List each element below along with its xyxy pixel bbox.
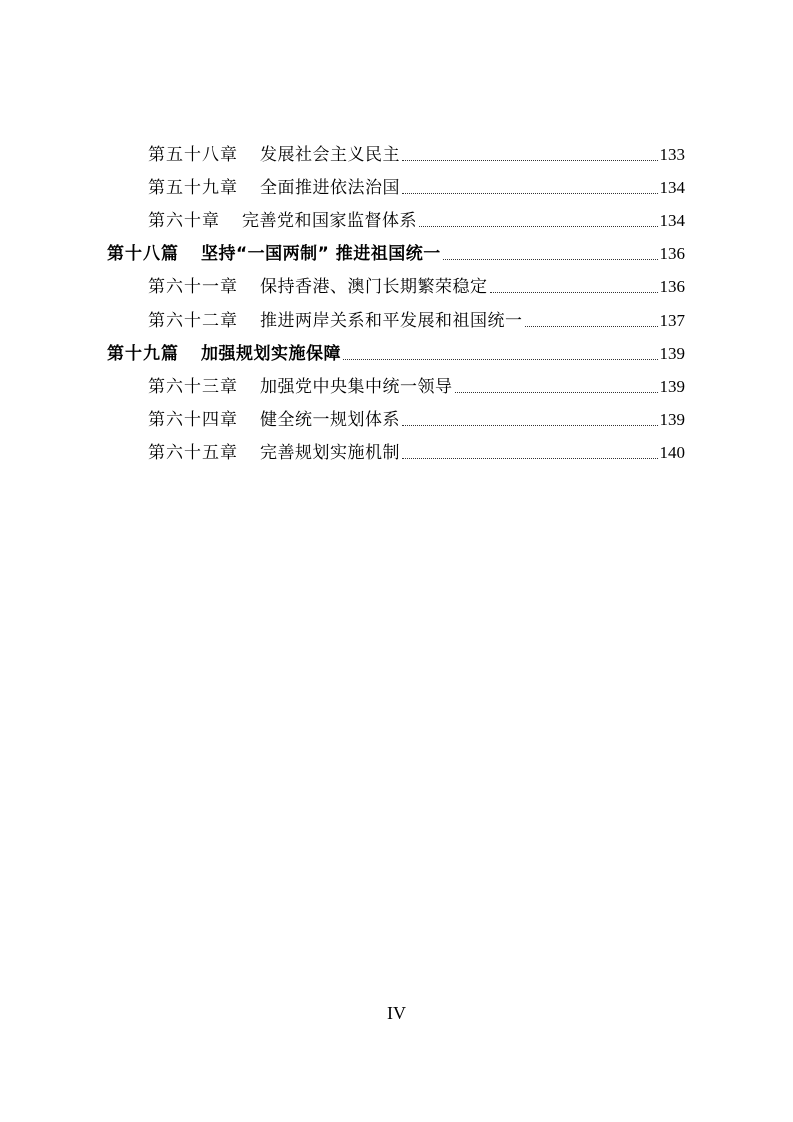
toc-entry-page-number: 139	[659, 410, 685, 429]
toc-entry-number: 第十八篇	[107, 244, 179, 264]
toc-entry-page-number: 139	[659, 377, 685, 396]
dot-leader	[443, 258, 658, 260]
dot-leader	[402, 424, 658, 426]
dot-leader	[455, 391, 658, 393]
toc-entry-chapter-63[interactable]	[148, 372, 685, 398]
toc-entry-page-number: 133	[659, 145, 685, 164]
toc-entry-number: 第六十三章	[148, 377, 238, 397]
toc-entry-number: 第十九篇	[107, 344, 179, 364]
toc-entry-number: 第六十五章	[148, 443, 238, 463]
toc-entry-chapter-65[interactable]	[148, 438, 685, 464]
toc-entry-title: 发展社会主义民主	[260, 145, 400, 165]
dot-leader	[343, 358, 658, 360]
toc-entry-page-number: 134	[659, 178, 685, 197]
dot-leader	[402, 159, 658, 161]
toc-entry-part-19[interactable]	[107, 339, 685, 365]
toc-entry-chapter-61[interactable]	[148, 272, 685, 298]
toc-entry-chapter-58[interactable]	[148, 140, 685, 166]
dot-leader	[402, 192, 658, 194]
toc-entry-chapter-64[interactable]	[148, 405, 685, 431]
toc-entry-title: 全面推进依法治国	[260, 178, 400, 198]
dot-leader	[402, 457, 658, 459]
toc-entry-title: 健全统一规划体系	[260, 410, 400, 430]
toc-entry-number: 第六十一章	[148, 277, 238, 297]
toc-entry-title: 加强规划实施保障	[201, 344, 341, 364]
toc-entry-chapter-59[interactable]	[148, 173, 685, 199]
toc-entry-title: 推进两岸关系和平发展和祖国统一	[260, 311, 523, 331]
toc-entry-page-number: 136	[659, 244, 685, 263]
toc-entry-page-number: 137	[659, 311, 685, 330]
toc-entry-part-18[interactable]	[107, 239, 685, 265]
dot-leader	[419, 225, 658, 227]
page-footer-number: IV	[387, 1003, 406, 1023]
toc-entry-number: 第六十四章	[148, 410, 238, 430]
toc-entry-title: 加强党中央集中统一领导	[260, 377, 453, 397]
dot-leader	[490, 291, 658, 293]
toc-entry-title: 保持香港、澳门长期繁荣稳定	[260, 277, 488, 297]
toc-entry-chapter-62[interactable]	[148, 306, 685, 332]
dot-leader	[525, 325, 658, 327]
toc-entry-number: 第五十八章	[148, 145, 238, 165]
toc-entry-page-number: 140	[659, 443, 685, 462]
toc-entry-title: 完善规划实施机制	[260, 443, 400, 463]
toc-entry-page-number: 136	[659, 277, 685, 296]
toc-entry-number: 第六十二章	[148, 311, 238, 331]
toc-entry-title: 坚持“一国两制” 推进祖国统一	[201, 244, 441, 264]
toc-entry-page-number: 139	[659, 344, 685, 363]
toc-entry-title: 完善党和国家监督体系	[242, 211, 417, 231]
toc-entry-page-number: 134	[659, 211, 685, 230]
toc-entry-number: 第五十九章	[148, 178, 238, 198]
toc-entry-chapter-60[interactable]	[148, 206, 685, 232]
toc-entry-number: 第六十章	[148, 211, 220, 231]
